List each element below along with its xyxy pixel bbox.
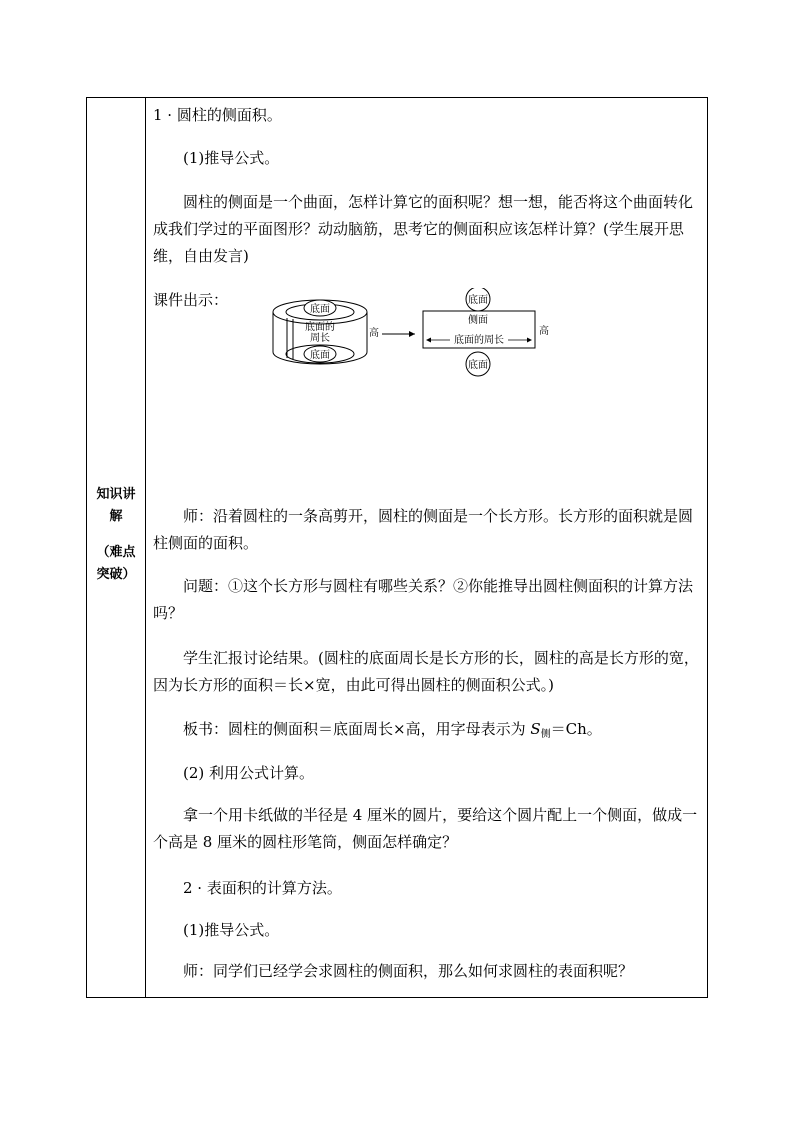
courseware-label: 课件出示：: [153, 291, 229, 309]
column-divider: [145, 97, 146, 998]
cylinder-bottom-label: 底面: [310, 350, 330, 361]
heading-surface-area: 2 · 表面积的计算方法。: [183, 879, 342, 897]
paragraph-question: 圆柱的侧面是一个曲面，怎样计算它的面积呢？想一想，能否将这个曲面转化成我们学过的平面图形？动动脑筋，思考它的侧面积应该怎样计算？(学生展开思维，自由发言): [153, 193, 694, 265]
subheading-apply-formula: (2) 利用公式计算。: [183, 764, 315, 782]
formula-symbol-s: S: [530, 720, 541, 738]
cylinder-top-label: 底面: [310, 304, 330, 315]
paragraph-teacher-cut: 师：沿着圆柱的一条高剪开，圆柱的侧面是一个长方形。长方形的面积就是圆柱侧面的面积。: [153, 507, 694, 552]
cylinder-middle-label-2: 周长: [310, 333, 330, 344]
paragraph-problem: 问题：①这个长方形与圆柱有哪些关系？②你能推导出圆柱侧面积的计算方法吗？: [153, 577, 694, 622]
rect-bottom-circle-label: 底面: [468, 360, 488, 371]
section-label-line4: 突破）: [96, 567, 136, 582]
height-label-right: 高: [539, 326, 549, 337]
section-label: [88, 484, 144, 586]
unfold-arrow-head: [409, 331, 415, 337]
subheading-derive-2: (1)推导公式。: [183, 921, 280, 939]
formula-subscript: 侧: [540, 729, 551, 740]
rect-length-label: 底面的周长: [454, 335, 504, 346]
cylinder-unfold-diagram: [265, 288, 555, 384]
section-label-line3: （难点: [96, 545, 136, 560]
section-label-line2: 解: [109, 509, 123, 524]
rect-side-label: 侧面: [468, 315, 488, 326]
paragraph-teacher-surface: 师：同学们已经学会求圆柱的侧面积，那么如何求圆柱的表面积呢？: [183, 962, 634, 980]
board-formula-text: 板书：圆柱的侧面积＝底面周长×高，用字母表示为: [183, 720, 531, 738]
paragraph-student-report: 学生汇报讨论结果。(圆柱的底面周长是长方形的长，圆柱的高是长方形的宽，因为长方形的面积＝长×宽，由此可得出圆柱的侧面积公式。): [153, 649, 699, 694]
paragraph-pen-holder: 拿一个用卡纸做的半径是 4 厘米的圆片，要给这个圆片配上一个侧面，做成一个高是 8 厘米的圆柱形笔筒，侧面怎样确定？: [153, 806, 698, 851]
formula-rest: ＝Ch。: [550, 720, 602, 738]
height-label-left: 高: [369, 328, 379, 339]
heading-lateral-area: 1 · 圆柱的侧面积。: [153, 106, 282, 124]
paragraph-board-formula: [153, 716, 700, 748]
section-label-line1: 知识讲: [96, 487, 136, 502]
rect-top-circle-label: 底面: [468, 295, 488, 306]
cylinder-middle-label-1: 底面的: [305, 322, 335, 333]
subheading-derive: (1)推导公式。: [183, 149, 280, 167]
